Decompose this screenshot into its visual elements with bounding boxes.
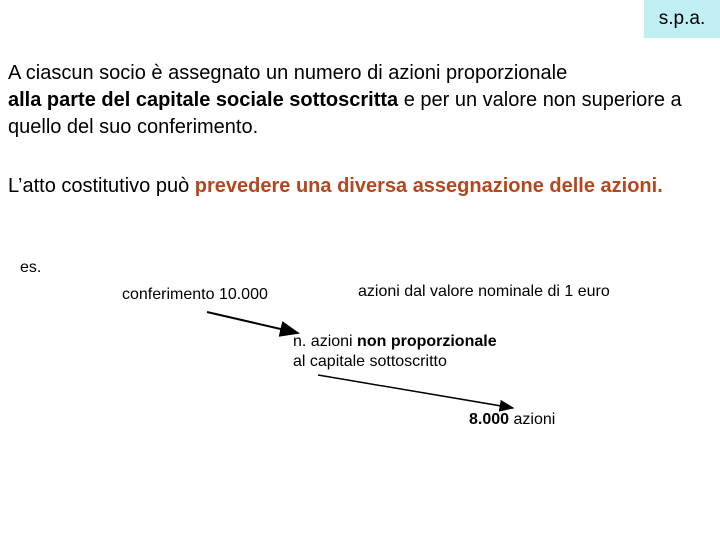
result-suffix: azioni	[509, 411, 556, 428]
example-label: es.	[20, 259, 42, 276]
n-azioni-bold: non proporzionale	[357, 333, 497, 350]
result-number: 8.000	[469, 411, 510, 428]
paragraph2-highlight: prevedere una diversa assegnazione delle azioni.	[194, 175, 663, 197]
n-azioni-prefix: n. azioni	[293, 333, 358, 350]
paragraph1-bold: alla parte del capitale sociale sottoscritta	[8, 89, 399, 111]
paragraph2-text: L’atto costitutivo può	[8, 175, 195, 197]
spa-badge: s.p.a.	[644, 0, 720, 38]
azioni-valore-label: azioni dal valore nominale di 1 euro	[358, 283, 610, 300]
n-azioni-line2: al capitale sottoscritto	[293, 353, 447, 370]
conferimento-label: conferimento 10.000	[122, 286, 268, 303]
arrow-naz-to-result	[318, 375, 513, 408]
paragraph1-text-end: e per un valore non superiore a quello del suo conferimento.	[8, 89, 682, 138]
paragraph1-text: A ciascun socio è assegnato un numero di azioni proporzionale	[8, 62, 568, 84]
arrow-conferimento-to-naz	[207, 312, 298, 333]
